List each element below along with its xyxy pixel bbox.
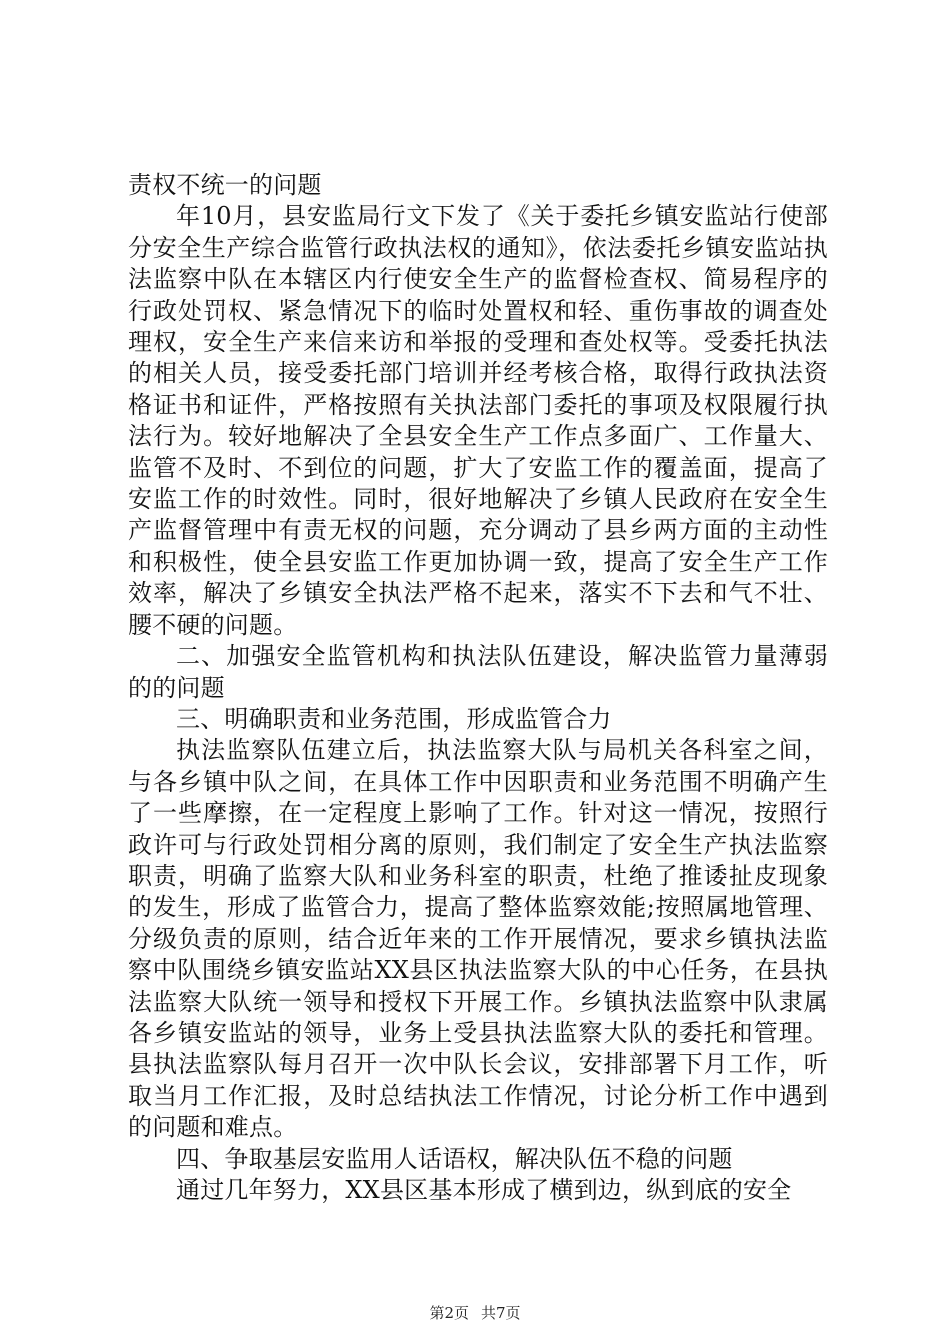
paragraph-duties: 执法监察队伍建立后，执法监察大队与局机关各科室之间，与各乡镇中队之间，在具体工作中因职责和业务范围不明确产生了一些摩擦，在一定程度上影响了工作。针对这一情况，按照行政许可与行政处罚相分离的原则，我们制定了安全生产执法监察职责，明确了监察大队和业务科室的职责，杜绝了推诿扯皮现象的发生，形成了监管合力，提高了整体监察效能;按照属地管理、分级负责的原则，结合近年来的工作开展情况，要求乡镇执法监察中队围绕乡镇安监站XX县区执法监察大队的中心任务，在县执法监察大队统一领导和授权下开展工作。乡镇执法监察中队隶属各乡镇安监站的领导，业务上受县执法监察大队的委托和管理。县执法监察队每月召开一次中队长会议，安排部署下月工作，听取当月工作汇报，及时总结执法工作情况，讨论分析工作中遇到的问题和难点。 bbox=[128, 736, 828, 1142]
section-heading-2: 二、加强安全监管机构和执法队伍建设，解决监管力量薄弱的的问题 bbox=[128, 642, 828, 702]
paragraph-closing: 通过几年努力，XX县区基本形成了横到边，纵到底的安全 bbox=[176, 1176, 792, 1204]
paragraph-continuation: 责权不统一的问题 bbox=[128, 171, 322, 199]
section-heading-3: 三、明确职责和业务范围，形成监管合力 bbox=[176, 704, 612, 733]
paragraph-delegation: 年10月，县安监局行文下发了《关于委托乡镇安监站行使部分安全生产综合监管行政执法权的通知》，依法委托乡镇安监站执法监察中队在本辖区内行使安全生产的监督检查权、简易程序的行政处罚权、紧急情况下的临时处置权和轻、重伤事故的调查处理权，安全生产来信来访和举报的受理和查处权等。受委托执法的相关人员，接受委托部门培训并经考核合格，取得行政执法资格证书和证件，严格按照有关执法部门委托的事项及权限履行执法行为。较好地解决了全县安全生产工作点多面广、工作量大、监管不及时、不到位的问题，扩大了安监工作的覆盖面，提高了安监工作的时效性。同时，很好地解决了乡镇人民政府在安全生产监督管理中有责无权的问题，充分调动了县乡两方面的主动性和积极性，使全县安监工作更加协调一致，提高了安全生产工作效率，解决了乡镇安全执法严格不起来，落实不下去和气不壮、腰不硬的问题。 bbox=[128, 202, 828, 639]
page-number: 第2页 bbox=[429, 1304, 469, 1322]
page-footer bbox=[0, 1302, 950, 1323]
page-total: 共7页 bbox=[481, 1304, 521, 1322]
document-body bbox=[128, 170, 828, 1206]
section-heading-4: 四、争取基层安监用人话语权，解决队伍不稳的问题 bbox=[176, 1144, 733, 1173]
